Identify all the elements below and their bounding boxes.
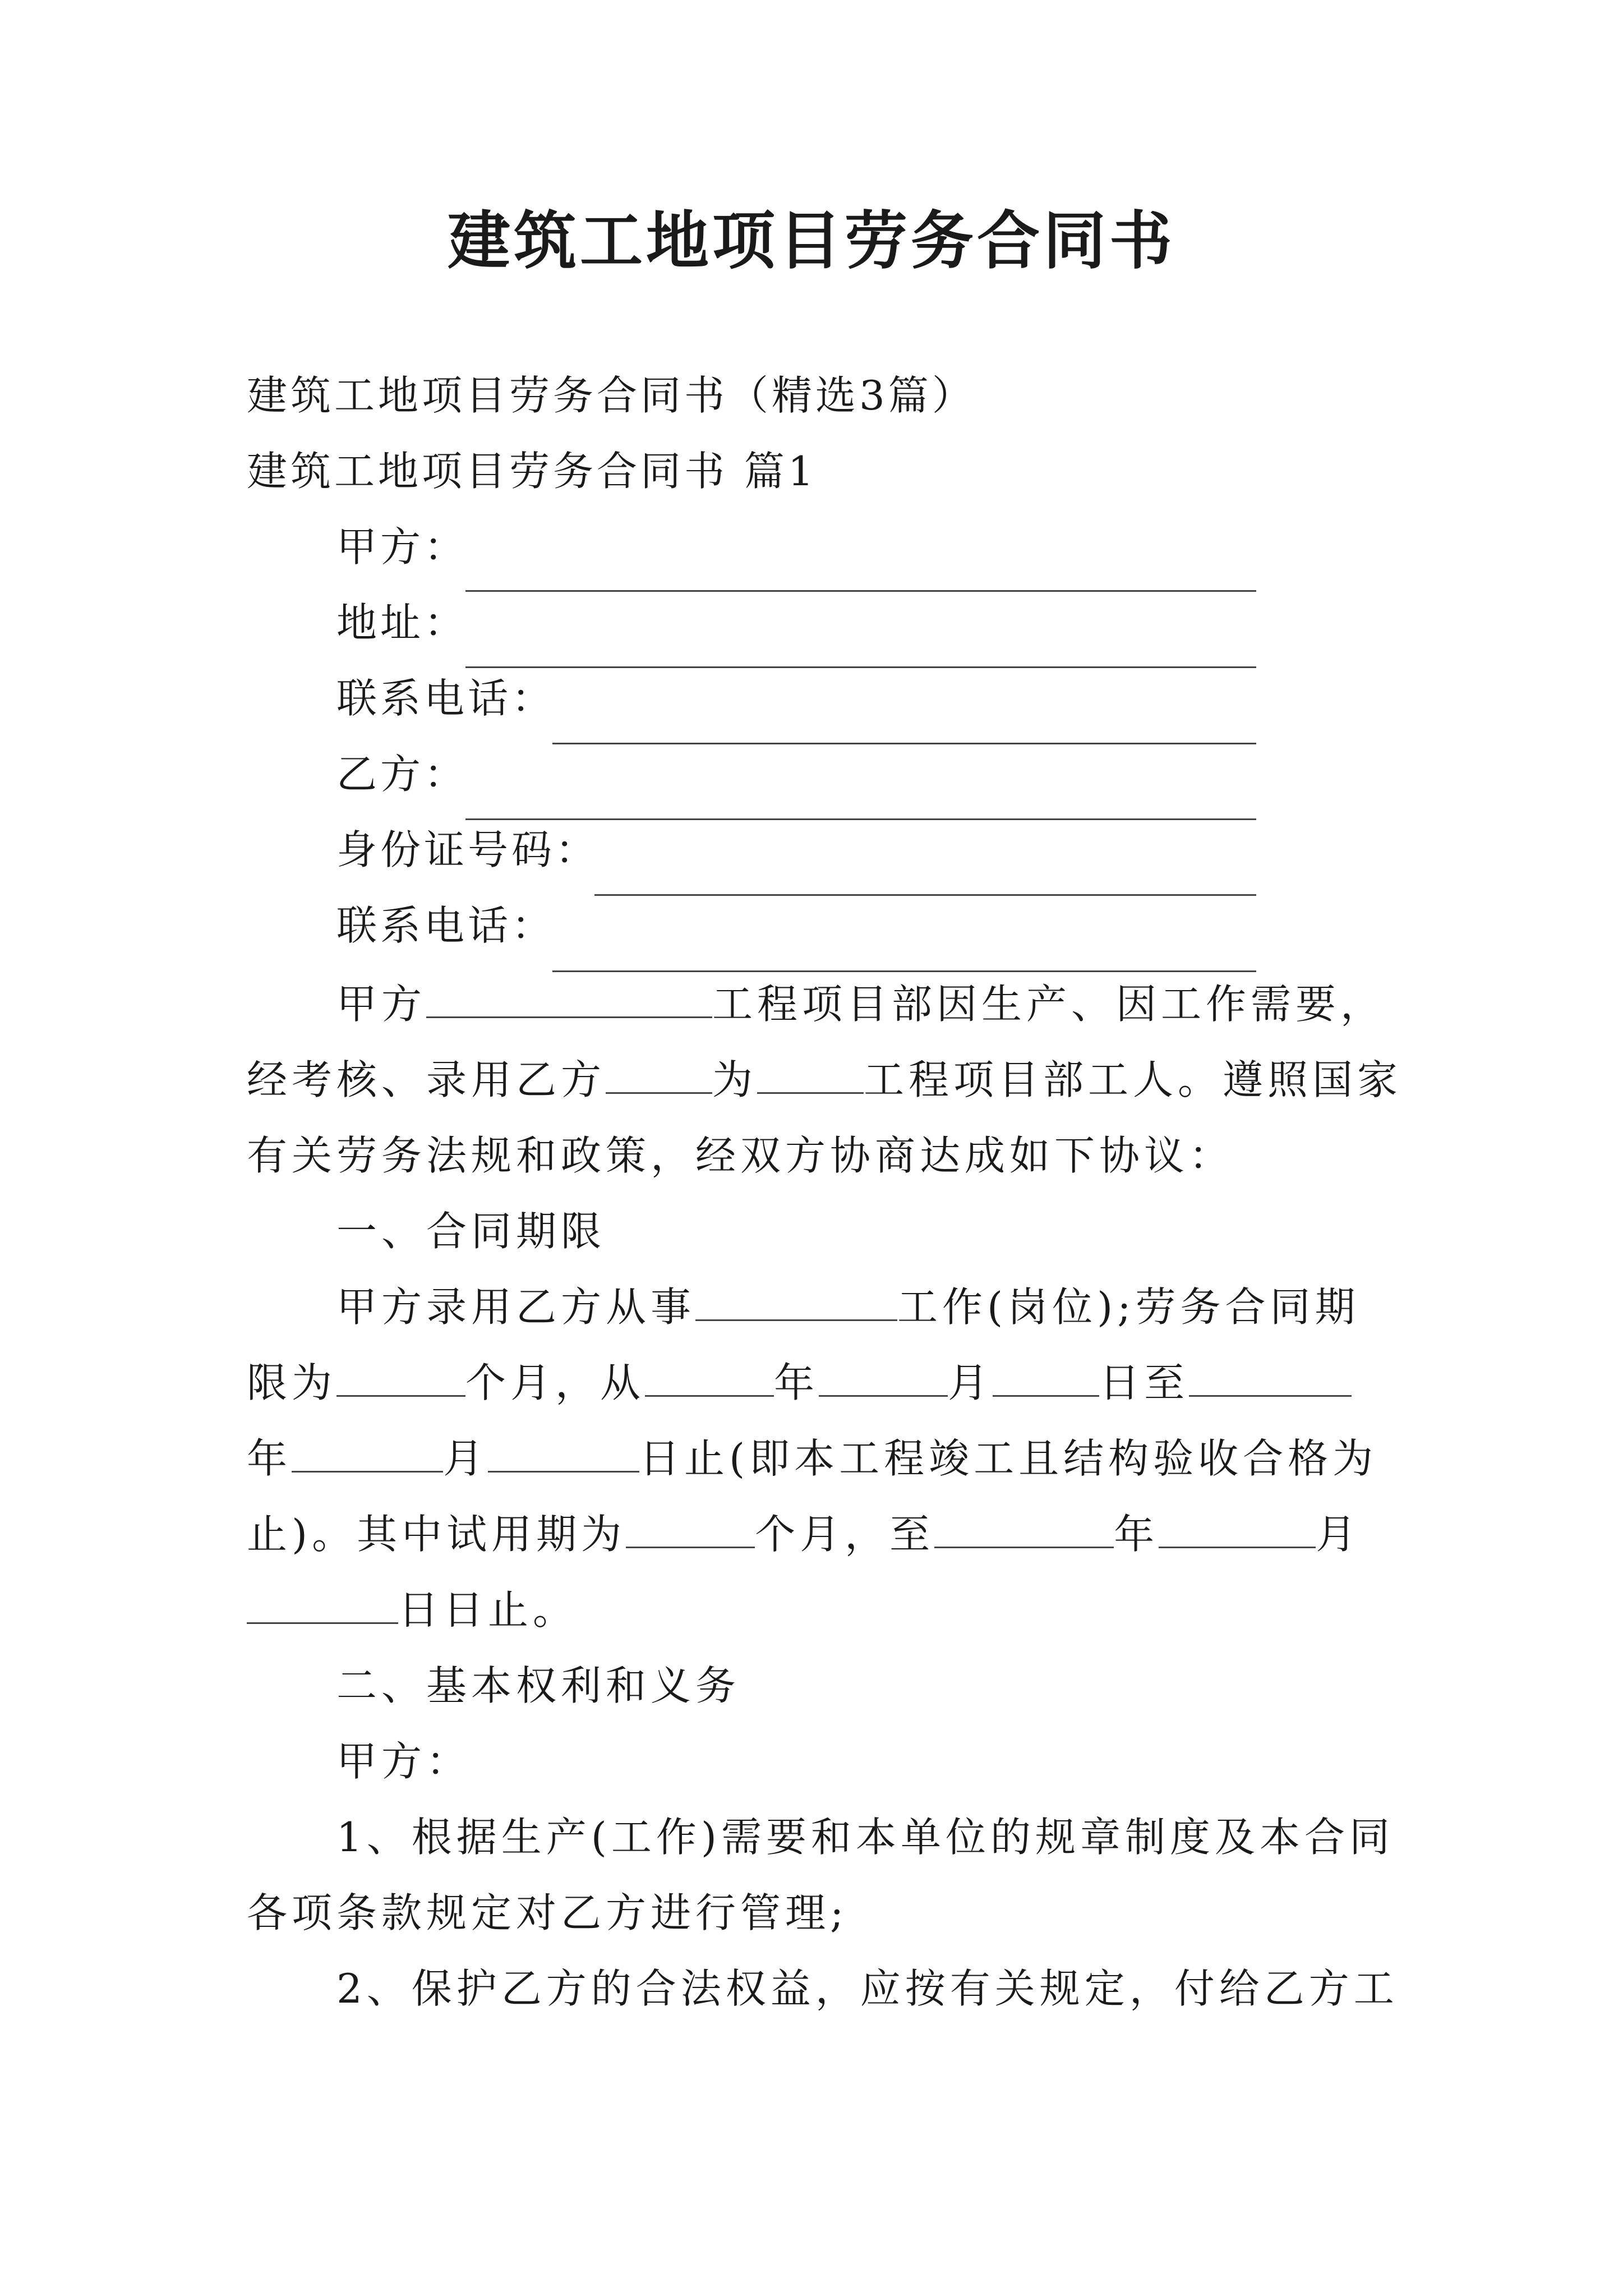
section1-text: 日至 xyxy=(1099,1359,1189,1406)
subtitle: 建筑工地项目劳务合同书（精选3篇） xyxy=(247,372,976,419)
section1-text: 日止(即本工程竣工且结构验收合格为 xyxy=(639,1435,1378,1482)
part-heading: 建筑工地项目劳务合同书 篇1 xyxy=(247,448,817,495)
project-name-blank[interactable] xyxy=(426,981,712,1018)
section1-text: 个月，至 xyxy=(755,1511,935,1558)
intro-text: 经考核、录用乙方 xyxy=(247,1056,606,1103)
section1-text: 年 xyxy=(1114,1511,1159,1558)
section2-item2-line1: 2、保护乙方的合法权益，应按有关规定，付给乙方工 xyxy=(336,1965,1399,2012)
months-blank[interactable] xyxy=(336,1359,465,1397)
intro-line-2 xyxy=(247,1052,1403,1108)
section1-line-2 xyxy=(247,1355,1376,1411)
probation-month-blank[interactable] xyxy=(1159,1511,1316,1548)
start-day-blank[interactable] xyxy=(993,1359,1099,1397)
intro-line-1 xyxy=(336,976,1386,1032)
section1-text: 月 xyxy=(1316,1511,1361,1558)
field-label-phone-b: 联系电话： xyxy=(336,902,556,949)
end-day-blank[interactable] xyxy=(488,1435,639,1473)
intro-text: 工程项目部工人。遵照国家 xyxy=(864,1056,1403,1103)
section1-line-3 xyxy=(247,1430,1376,1487)
end-year-blank[interactable] xyxy=(1189,1359,1352,1397)
section2-party-a: 甲方： xyxy=(336,1738,472,1785)
section1-text: 工作(岗位);劳务合同期 xyxy=(897,1283,1360,1331)
section2-item1-line1: 1、根据生产(工作)需要和本单位的规章制度及本合同 xyxy=(336,1814,1394,1861)
section2-heading: 二、基本权利和义务 xyxy=(336,1662,741,1709)
probation-months-blank[interactable] xyxy=(626,1511,755,1548)
field-label-party-b: 乙方： xyxy=(336,751,468,798)
section1-text: 年 xyxy=(774,1359,819,1406)
section1-text: 月 xyxy=(948,1359,993,1406)
field-label-phone-a: 联系电话： xyxy=(336,675,556,722)
section1-text: 止)。其中试用期为 xyxy=(247,1511,626,1558)
document-title: 建筑工地项目劳务合同书 xyxy=(448,204,1175,278)
section1-text: 月 xyxy=(443,1435,488,1482)
section1-heading: 一、合同期限 xyxy=(336,1208,606,1255)
section1-text: 限为 xyxy=(247,1359,337,1406)
probation-day-blank[interactable] xyxy=(247,1586,398,1624)
section1-text: 甲方录用乙方从事 xyxy=(336,1283,696,1331)
field-party-b-blank[interactable] xyxy=(465,817,1256,820)
section1-text: 个月，从 xyxy=(465,1359,645,1406)
section1-line-5 xyxy=(247,1582,1376,1638)
field-party-a-blank[interactable] xyxy=(465,589,1256,592)
field-id-number-blank[interactable] xyxy=(594,893,1256,896)
field-address-blank[interactable] xyxy=(465,665,1256,668)
project-blank[interactable] xyxy=(757,1056,864,1094)
end-month-blank[interactable] xyxy=(292,1435,443,1473)
intro-text: 工程项目部因生产、因工作需要， xyxy=(712,981,1386,1028)
section2-item1-line2: 各项条款规定对乙方进行管理; xyxy=(247,1889,849,1936)
job-position-blank[interactable] xyxy=(695,1283,897,1321)
intro-text: 为 xyxy=(712,1056,758,1103)
section1-text: 日日止。 xyxy=(398,1586,578,1634)
start-month-blank[interactable] xyxy=(819,1359,948,1397)
field-label-party-a: 甲方： xyxy=(336,523,468,570)
field-label-id-number: 身份证号码： xyxy=(336,826,600,873)
field-phone-b-blank[interactable] xyxy=(552,969,1256,972)
section1-line-1 xyxy=(336,1279,1376,1335)
section1-text: 年 xyxy=(247,1435,292,1482)
intro-line-3: 有关劳务法规和政策，经双方协商达成如下协议： xyxy=(247,1132,1234,1179)
start-year-blank[interactable] xyxy=(645,1359,774,1397)
intro-text: 甲方 xyxy=(336,981,427,1028)
worker-name-blank[interactable] xyxy=(606,1056,712,1094)
probation-year-blank[interactable] xyxy=(934,1511,1114,1548)
field-phone-a-blank[interactable] xyxy=(552,742,1256,744)
section1-line-4 xyxy=(247,1506,1376,1562)
field-label-address: 地址： xyxy=(336,599,468,646)
